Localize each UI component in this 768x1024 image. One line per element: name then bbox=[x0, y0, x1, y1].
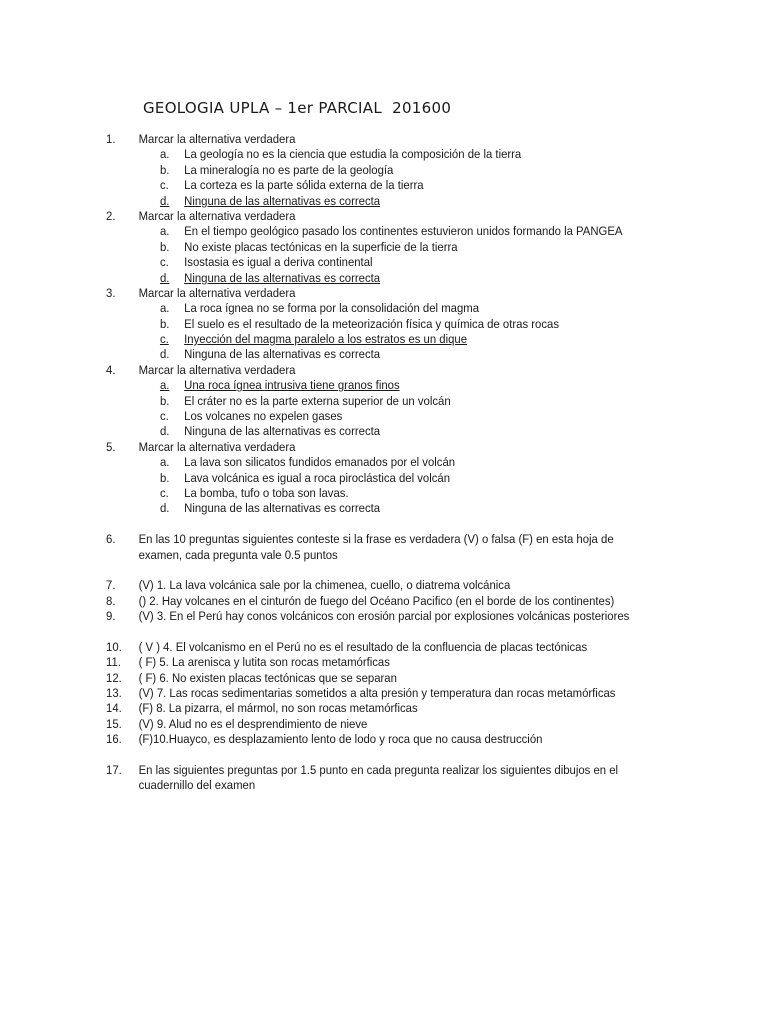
question-2 bbox=[0, 209, 714, 224]
option-4c bbox=[0, 409, 714, 424]
option-letter: b. bbox=[159, 470, 170, 485]
option-text: No existe placas tectónicas en la superficie de la tierra bbox=[184, 239, 458, 254]
option-text: La geología no es la ciencia que estudia la composición de la tierra bbox=[184, 147, 522, 162]
question-text: (F)10.Huayco, es desplazamiento lento de lodo y roca que no causa destrucción bbox=[138, 732, 543, 747]
option-2d bbox=[0, 271, 714, 286]
option-letter: a. bbox=[159, 147, 170, 162]
option-text: La lava son silicatos fundidos emanados por el volcán bbox=[184, 455, 456, 470]
option-3a bbox=[0, 301, 714, 316]
question-16 bbox=[0, 732, 714, 747]
question-number: 15. bbox=[106, 716, 122, 731]
question-14 bbox=[0, 701, 714, 716]
option-3b bbox=[0, 317, 714, 332]
option-text: Los volcanes no expelen gases bbox=[184, 409, 343, 424]
question-text: En las 10 preguntas siguientes conteste si la frase es verdadera (V) o falsa (F) en esta hoja de examen, cada pregunta vale 0.5 puntos bbox=[138, 532, 614, 562]
question-text: Marcar la alternativa verdadera bbox=[138, 285, 296, 300]
option-1a bbox=[0, 147, 714, 162]
question-text: (V) 1. La lava volcánica sale por la chimenea, cuello, o diatrema volcánica bbox=[138, 578, 511, 593]
question-text: (V) 9. Alud no es el desprendimiento de nieve bbox=[138, 716, 368, 731]
question-15 bbox=[0, 717, 714, 732]
question-5 bbox=[0, 440, 714, 455]
question-6 bbox=[0, 532, 714, 563]
option-letter: c. bbox=[159, 332, 169, 347]
option-text: La bomba, tufo o toba son lavas. bbox=[184, 485, 349, 500]
question-8 bbox=[0, 594, 714, 609]
option-letter: b. bbox=[159, 162, 170, 177]
question-text: Marcar la alternativa verdadera bbox=[138, 362, 296, 377]
question-number: 9. bbox=[106, 609, 116, 624]
question-number: 17. bbox=[106, 763, 122, 778]
option-letter: d. bbox=[159, 501, 170, 516]
option-letter: c. bbox=[159, 409, 169, 424]
option-2a bbox=[0, 224, 714, 239]
option-letter: c. bbox=[159, 255, 169, 270]
question-number: 4. bbox=[106, 362, 116, 377]
option-text: En el tiempo geológico pasado los continentes estuvieron unidos formando la PANGEA bbox=[184, 224, 623, 239]
question-text: () 2. Hay volcanes en el cinturón de fuego del Océano Pacifico (en el borde de los continentes) bbox=[138, 593, 615, 608]
question-12 bbox=[0, 671, 714, 686]
option-1c bbox=[0, 178, 714, 193]
option-2c bbox=[0, 255, 714, 270]
question-number: 6. bbox=[106, 532, 116, 547]
option-letter: d. bbox=[159, 424, 170, 439]
question-text: Marcar la alternativa verdadera bbox=[138, 439, 296, 454]
question-13 bbox=[0, 686, 714, 701]
option-4d bbox=[0, 424, 714, 439]
question-text: (V) 3. En el Perú hay conos volcánicos con erosión parcial por explosiones volcánicas posteriores bbox=[138, 609, 630, 624]
question-text: ( F) 5. La arenisca y lutita son rocas metamórficas bbox=[138, 655, 390, 670]
option-letter: b. bbox=[159, 239, 170, 254]
question-text: Marcar la alternativa verdadera bbox=[138, 208, 296, 223]
option-letter: a. bbox=[159, 224, 170, 239]
question-9 bbox=[0, 609, 714, 624]
option-letter: b. bbox=[159, 393, 170, 408]
option-letter: c. bbox=[159, 485, 169, 500]
question-text: (F) 8. La pizarra, el mármol, no son rocas metamórficas bbox=[138, 701, 418, 716]
option-text: Ninguna de las alternativas es correcta bbox=[184, 424, 381, 439]
option-letter: d. bbox=[159, 270, 170, 285]
question-17 bbox=[0, 763, 714, 794]
question-11 bbox=[0, 655, 714, 670]
option-text: Lava volcánica es igual a roca piroclástica del volcán bbox=[184, 470, 451, 485]
question-1 bbox=[0, 132, 714, 147]
question-number: 12. bbox=[106, 670, 122, 685]
option-text: Ninguna de las alternativas es correcta bbox=[184, 270, 381, 285]
option-text: Isostasia es igual a deriva continental bbox=[184, 255, 373, 270]
question-number: 5. bbox=[106, 439, 116, 454]
option-text: La mineralogía no es parte de la geología bbox=[184, 162, 394, 177]
option-4b bbox=[0, 394, 714, 409]
option-5c bbox=[0, 486, 714, 501]
option-text: Una roca ígnea intrusiva tiene granos finos bbox=[184, 378, 400, 393]
question-number: 11. bbox=[106, 655, 121, 670]
option-text: El cráter no es la parte externa superior de un volcán bbox=[184, 393, 451, 408]
option-5a bbox=[0, 455, 714, 470]
question-text: ( F) 6. No existen placas tectónicas que se separan bbox=[138, 670, 397, 685]
option-letter: d. bbox=[159, 347, 170, 362]
option-5d bbox=[0, 501, 714, 516]
option-3d bbox=[0, 347, 714, 362]
option-text: Ninguna de las alternativas es correcta bbox=[184, 347, 381, 362]
option-text: La roca ígnea no se forma por la consolidación del magma bbox=[184, 301, 480, 316]
question-text: Marcar la alternativa verdadera bbox=[138, 132, 296, 146]
question-10 bbox=[0, 640, 714, 655]
question-list bbox=[0, 132, 714, 794]
question-number: 10. bbox=[106, 639, 122, 654]
question-3 bbox=[0, 286, 714, 301]
option-text: Inyección del magma paralelo a los estratos es un dique bbox=[184, 332, 468, 347]
option-letter: d. bbox=[159, 193, 170, 208]
option-letter: b. bbox=[159, 316, 170, 331]
question-text: ( V ) 4. El volcanismo en el Perú no es el resultado de la confluencia de placas tectónicas bbox=[138, 639, 588, 654]
option-text: El suelo es el resultado de la meteorización física y química de otras rocas bbox=[184, 316, 559, 331]
exam-title: GEOLOGIA UPLA – 1er PARCIAL 201600 bbox=[143, 99, 452, 117]
option-text: Ninguna de las alternativas es correcta bbox=[184, 193, 381, 208]
question-number: 7. bbox=[106, 578, 116, 593]
option-letter: a. bbox=[159, 455, 170, 470]
question-number: 3. bbox=[106, 285, 116, 300]
option-letter: c. bbox=[159, 178, 169, 193]
question-number: 13. bbox=[106, 686, 122, 701]
option-letter: a. bbox=[159, 301, 170, 316]
question-text: En las siguientes preguntas por 1.5 punto en cada pregunta realizar los siguientes dibujos en el cuadernillo del examen bbox=[138, 763, 619, 793]
question-number: 1. bbox=[106, 132, 116, 146]
option-1d bbox=[0, 194, 714, 209]
question-text: (V) 7. Las rocas sedimentarias sometidos a alta presión y temperatura dan rocas metamórficas bbox=[138, 686, 616, 701]
option-1b bbox=[0, 163, 714, 178]
question-7 bbox=[0, 578, 714, 593]
question-number: 2. bbox=[106, 208, 116, 223]
option-5b bbox=[0, 471, 714, 486]
option-text: La corteza es la parte sólida externa de la tierra bbox=[184, 178, 424, 193]
option-3c bbox=[0, 332, 714, 347]
question-number: 16. bbox=[106, 732, 122, 747]
option-2b bbox=[0, 240, 714, 255]
option-4a bbox=[0, 378, 714, 393]
question-number: 8. bbox=[106, 593, 116, 608]
option-text: Ninguna de las alternativas es correcta bbox=[184, 501, 381, 516]
question-number: 14. bbox=[106, 701, 122, 716]
option-letter: a. bbox=[159, 378, 170, 393]
question-4 bbox=[0, 363, 714, 378]
